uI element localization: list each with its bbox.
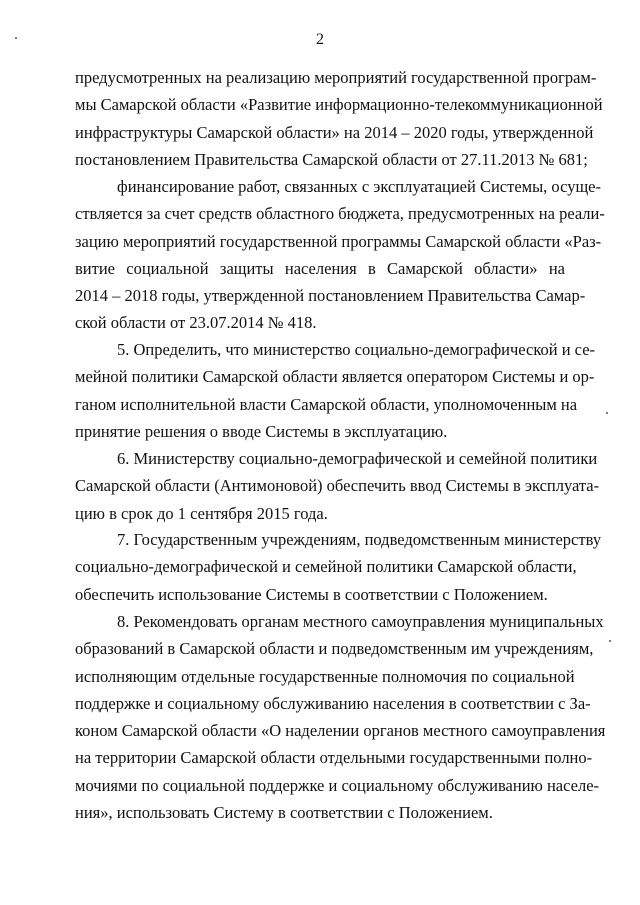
paragraph: [75, 64, 603, 173]
text-line: постановлением Правительства Самарской области от 27.11.2013 № 681;: [75, 149, 588, 169]
text-line: исполняющим отдельные государственные полномочия по социальной: [75, 666, 575, 686]
paragraph-operation-funding: [75, 173, 605, 337]
paragraph: [75, 445, 600, 527]
text-line: принятие решения о вводе Системы в эксплуатацию.: [75, 421, 448, 441]
text-line: коном Самарской области «О наделении органов местного самоуправления: [75, 721, 606, 741]
text-line: образований в Самарской области и подведомственным им учреждениям,: [75, 639, 594, 659]
paragraph-item-5: [75, 336, 596, 445]
paragraph-item-6: [75, 445, 600, 527]
paragraph-item-8: [75, 608, 606, 826]
text-line: поддержке и социальному обслуживанию населения в соответствии с За-: [75, 693, 591, 713]
text-line: предусмотренных на реализацию мероприятий государственной програм-: [75, 68, 597, 87]
text-line: цию в срок до 1 сентября 2015 года.: [75, 503, 328, 523]
text-line: 2014 – 2018 годы, утвержденной постановлением Правительства Самар-: [75, 286, 586, 306]
text-line: мы Самарской области «Развитие информационно-телекоммуникационной: [75, 95, 603, 115]
text-line: ганом исполнительной власти Самарской области, уполномоченным на: [75, 394, 578, 414]
text-line: мочиями по социальной поддержке и социальному обслуживанию населе-: [75, 775, 600, 795]
text-line: социально-демографической и семейной политики Самарской области,: [75, 557, 577, 577]
text-line: 6. Министерству социально-демографической и семейной политики: [117, 449, 598, 468]
text-line: инфраструктуры Самарской области» на 2014 – 2020 годы, утвержденной: [75, 122, 594, 142]
paragraph: [75, 608, 606, 826]
text-line: Самарской области (Антимоновой) обеспечить ввод Системы в эксплуата-: [75, 476, 600, 496]
text-line: мейной политики Самарской области является оператором Системы и ор-: [75, 367, 595, 387]
text-line: зацию мероприятий государственной программы Самарской области «Раз-: [75, 231, 602, 251]
text-line: 7. Государственным учреждениям, подведомственным министерству: [117, 530, 602, 549]
text-line: ния», использовать Систему в соответствии с Положением.: [75, 803, 493, 823]
text-line: ствляется за счет средств областного бюджета, предусмотренных на реали-: [75, 204, 605, 224]
paragraph: [75, 173, 605, 337]
scan-speck: [606, 412, 608, 414]
paragraph: [75, 526, 602, 608]
text-line: ской области от 23.07.2014 № 418.: [75, 313, 317, 333]
scan-speck: [15, 37, 17, 39]
page-number: 2: [316, 31, 324, 48]
text-line: на территории Самарской области отдельными государственными полно-: [75, 748, 593, 768]
paragraph-funding-continuation: [75, 64, 603, 173]
text-line: обеспечить использование Системы в соответствии с Положением.: [75, 584, 548, 604]
paragraph-item-7: [75, 526, 602, 608]
paragraph: [75, 336, 596, 445]
scan-speck: [609, 640, 611, 642]
text-line: 5. Определить, что министерство социально-демографической и се-: [117, 340, 596, 359]
text-line: финансирование работ, связанных с эксплуатацией Системы, осуще-: [117, 177, 601, 196]
text-line: 8. Рекомендовать органам местного самоуправления муниципальных: [117, 612, 604, 631]
text-line: витие социальной защиты населения в Самарской области» на: [75, 258, 565, 278]
